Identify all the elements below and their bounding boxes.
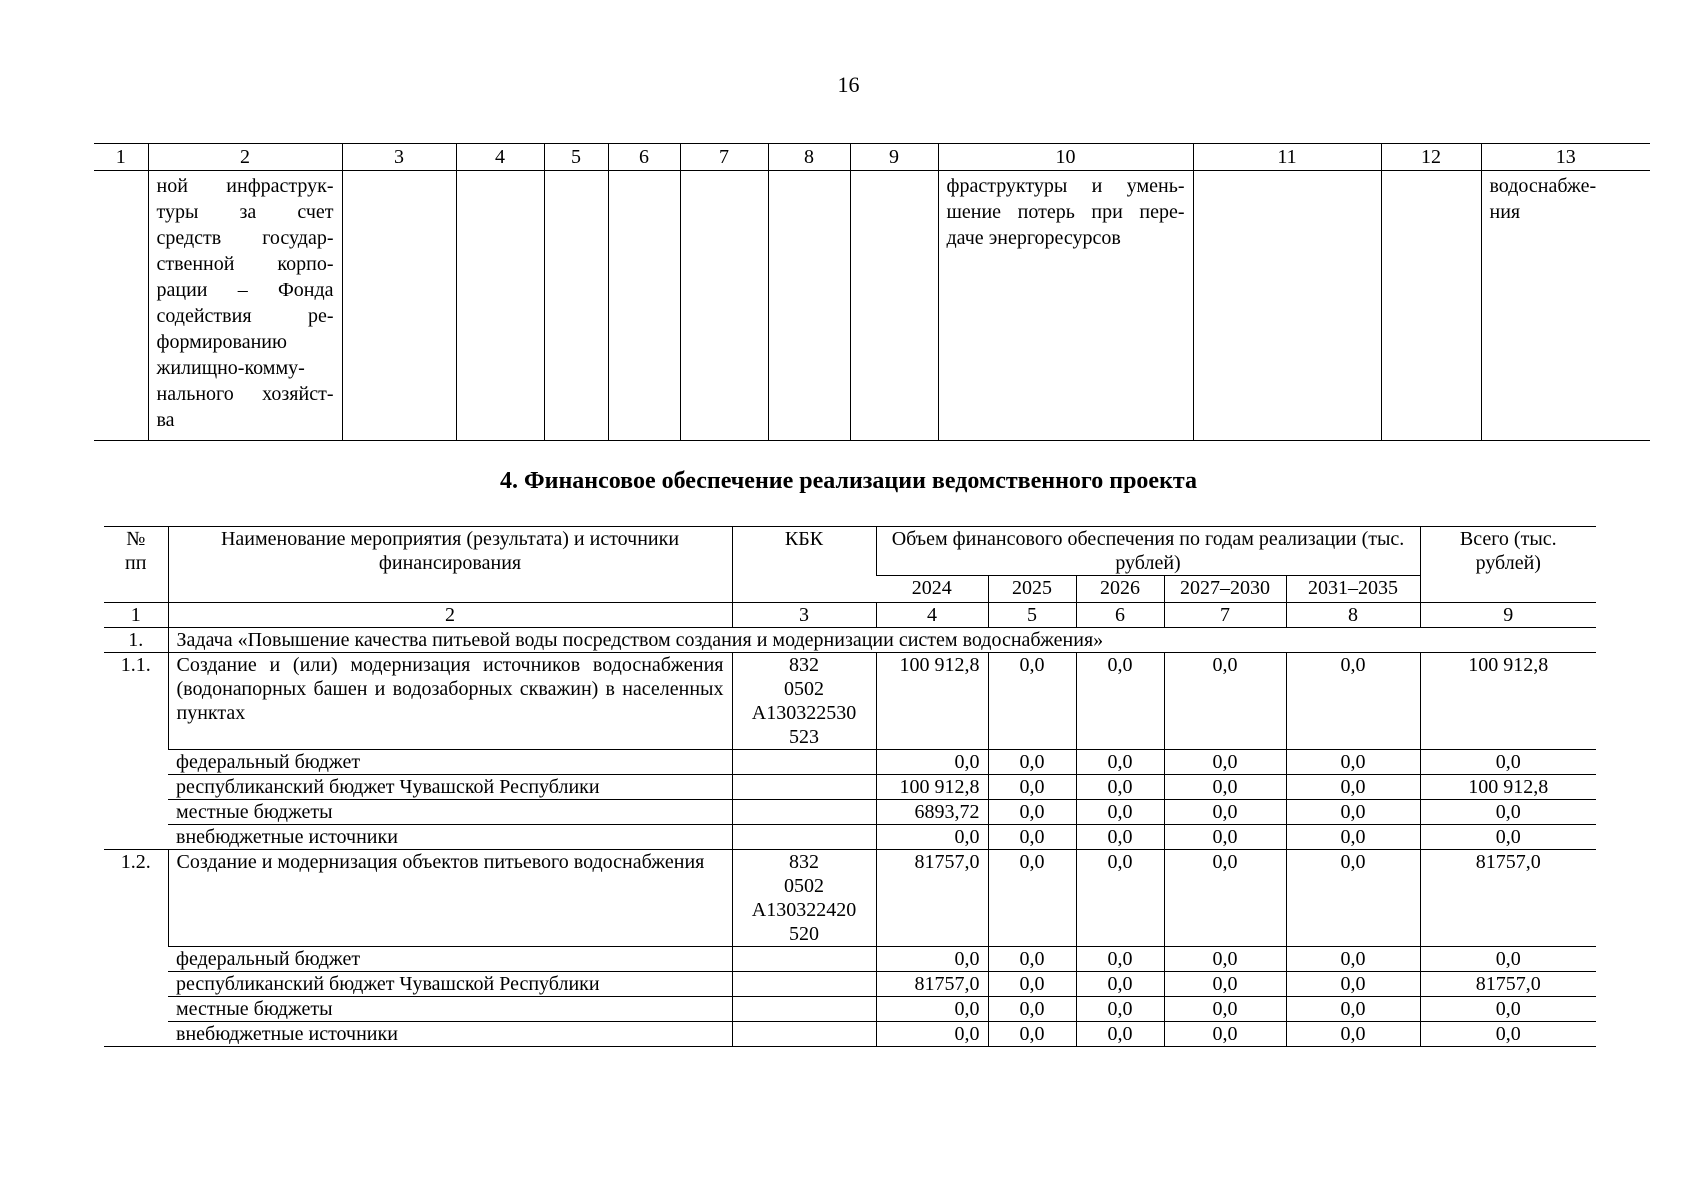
value-2031-2035: 0,0 xyxy=(1286,1022,1420,1047)
value-2025: 0,0 xyxy=(988,850,1076,947)
empty-kbk xyxy=(732,800,876,825)
column-number: 3 xyxy=(732,603,876,628)
value-2025: 0,0 xyxy=(988,947,1076,972)
task-row xyxy=(104,628,1596,653)
value-2027-2030: 0,0 xyxy=(1164,775,1286,800)
empty-cell xyxy=(1193,171,1381,441)
value-2024: 81757,0 xyxy=(876,972,988,997)
value-2025: 0,0 xyxy=(988,775,1076,800)
column-number: 12 xyxy=(1381,144,1481,171)
source-name: республиканский бюджет Чувашской Республики xyxy=(168,972,732,997)
column-number: 3 xyxy=(342,144,456,171)
column-number: 4 xyxy=(456,144,544,171)
value-total: 100 912,8 xyxy=(1420,775,1596,800)
empty-kbk xyxy=(732,997,876,1022)
text-line: средств государ- xyxy=(156,227,334,249)
header-kbk: КБК xyxy=(732,527,876,603)
source-name: внебюджетные источники xyxy=(168,1022,732,1047)
text-line: ния xyxy=(1489,201,1521,223)
value-total: 81757,0 xyxy=(1420,850,1596,947)
value-2025: 0,0 xyxy=(988,972,1076,997)
measure-name: Создание и модернизация объектов питьевого водоснабжения xyxy=(168,850,732,947)
source-row xyxy=(104,800,1596,825)
measure-kbk xyxy=(732,850,876,947)
value-2027-2030: 0,0 xyxy=(1164,1022,1286,1047)
empty-cell xyxy=(608,171,680,441)
column-number: 10 xyxy=(938,144,1193,171)
value-2031-2035: 0,0 xyxy=(1286,947,1420,972)
text-line: шение потерь при пере- xyxy=(946,201,1185,223)
column-number: 7 xyxy=(680,144,768,171)
value-2027-2030: 0,0 xyxy=(1164,825,1286,850)
column-number: 2 xyxy=(168,603,732,628)
value-2026: 0,0 xyxy=(1076,825,1164,850)
header-year: 2025 xyxy=(988,576,1076,603)
task-number: 1. xyxy=(104,628,168,653)
value-2024: 0,0 xyxy=(876,997,988,1022)
value-2031-2035: 0,0 xyxy=(1286,775,1420,800)
header-name: Наименование мероприятия (результата) и источники финансирования xyxy=(168,527,732,603)
value-2025: 0,0 xyxy=(988,997,1076,1022)
value-2027-2030: 0,0 xyxy=(1164,653,1286,750)
text-line: нального хозяйст- xyxy=(156,383,334,405)
value-2027-2030: 0,0 xyxy=(1164,850,1286,947)
column-number: 11 xyxy=(1193,144,1381,171)
column-number: 13 xyxy=(1481,144,1650,171)
empty-kbk xyxy=(732,972,876,997)
page-number: 16 xyxy=(837,72,860,97)
value-2026: 0,0 xyxy=(1076,1022,1164,1047)
empty-kbk xyxy=(732,1022,876,1047)
column-number: 2 xyxy=(148,144,342,171)
measure-number: 1.1. xyxy=(104,653,168,850)
value-2024: 0,0 xyxy=(876,947,988,972)
value-2024: 6893,72 xyxy=(876,800,988,825)
empty-cell xyxy=(342,171,456,441)
source-name: местные бюджеты xyxy=(168,997,732,1022)
value-2031-2035: 0,0 xyxy=(1286,825,1420,850)
value-2026: 0,0 xyxy=(1076,750,1164,775)
value-2024: 81757,0 xyxy=(876,850,988,947)
section-title: 4. Финансовое обеспечение реализации ведомственного проекта xyxy=(500,468,1197,494)
value-total: 0,0 xyxy=(1420,997,1596,1022)
value-2026: 0,0 xyxy=(1076,972,1164,997)
value-2031-2035: 0,0 xyxy=(1286,800,1420,825)
measure-number: 1.2. xyxy=(104,850,168,1047)
source-row xyxy=(104,750,1596,775)
value-total: 100 912,8 xyxy=(1420,653,1596,750)
source-name: республиканский бюджет Чувашской Республики xyxy=(168,775,732,800)
value-2031-2035: 0,0 xyxy=(1286,850,1420,947)
kbk-line: 0502 xyxy=(784,875,824,897)
value-2026: 0,0 xyxy=(1076,653,1164,750)
empty-cell xyxy=(456,171,544,441)
column-number: 5 xyxy=(544,144,608,171)
result-description-continuation xyxy=(938,171,1193,441)
column-number: 5 xyxy=(988,603,1076,628)
kbk-line: 520 xyxy=(789,923,819,945)
text-line: рации – Фонда xyxy=(156,279,334,301)
kbk-line: А130322530 xyxy=(751,702,857,724)
source-name: внебюджетные источники xyxy=(168,825,732,850)
continuation-table xyxy=(94,143,1650,441)
value-2024: 100 912,8 xyxy=(876,653,988,750)
source-row xyxy=(104,972,1596,997)
text-line: водоснабже- xyxy=(1489,175,1597,197)
value-2025: 0,0 xyxy=(988,750,1076,775)
measure-row xyxy=(104,653,1596,750)
value-total: 0,0 xyxy=(1420,825,1596,850)
column-number: 8 xyxy=(768,144,850,171)
header-year: 2031–2035 xyxy=(1286,576,1420,603)
column-number-row xyxy=(104,603,1596,628)
text-line: жилищно-комму- xyxy=(156,357,305,379)
value-2031-2035: 0,0 xyxy=(1286,972,1420,997)
value-2024: 0,0 xyxy=(876,1022,988,1047)
measure-name-continuation xyxy=(148,171,342,441)
value-2024: 0,0 xyxy=(876,750,988,775)
measure-row xyxy=(104,850,1596,947)
text-line: ной инфраструк- xyxy=(156,175,334,197)
value-2027-2030: 0,0 xyxy=(1164,750,1286,775)
empty-cell xyxy=(94,171,148,441)
source-row xyxy=(104,1022,1596,1047)
text-line: туры за счет xyxy=(156,201,334,223)
kbk-line: 523 xyxy=(789,726,819,748)
empty-kbk xyxy=(732,775,876,800)
value-2025: 0,0 xyxy=(988,800,1076,825)
task-text: Задача «Повышение качества питьевой воды посредством создания и модернизации систем водоснабжения» xyxy=(168,628,1596,653)
empty-cell xyxy=(544,171,608,441)
value-2026: 0,0 xyxy=(1076,800,1164,825)
header-year: 2027–2030 xyxy=(1164,576,1286,603)
value-total: 0,0 xyxy=(1420,750,1596,775)
value-2031-2035: 0,0 xyxy=(1286,750,1420,775)
header-volume: Объем финансового обеспечения по годам реализации (тыс. рублей) xyxy=(876,527,1420,576)
source-row xyxy=(104,997,1596,1022)
header-total: Всего (тыс. рублей) xyxy=(1420,527,1596,603)
column-number: 8 xyxy=(1286,603,1420,628)
source-name: федеральный бюджет xyxy=(168,947,732,972)
header-num: № пп xyxy=(104,527,168,603)
empty-cell xyxy=(850,171,938,441)
column-number: 9 xyxy=(1420,603,1596,628)
header-year: 2024 xyxy=(876,576,988,603)
value-2025: 0,0 xyxy=(988,653,1076,750)
continuation-row xyxy=(94,171,1650,441)
empty-kbk xyxy=(732,750,876,775)
kbk-line: 832 xyxy=(789,851,819,873)
column-number: 1 xyxy=(104,603,168,628)
source-name: федеральный бюджет xyxy=(168,750,732,775)
value-2024: 100 912,8 xyxy=(876,775,988,800)
value-2026: 0,0 xyxy=(1076,850,1164,947)
text-line: содействия ре- xyxy=(156,305,334,327)
financing-table xyxy=(104,526,1596,1047)
value-total: 0,0 xyxy=(1420,947,1596,972)
text-line: ственной корпо- xyxy=(156,253,334,275)
empty-kbk xyxy=(732,947,876,972)
text-line: фраструктуры и умень- xyxy=(946,175,1185,197)
column-number: 6 xyxy=(608,144,680,171)
header-row xyxy=(104,527,1596,576)
kbk-line: А130322420 xyxy=(751,899,857,921)
measure-name: Создание и (или) модернизация источников водоснабжения (водонапорных башен и водозаборных скважин) в населенных пунктах xyxy=(168,653,732,750)
value-2024: 0,0 xyxy=(876,825,988,850)
column-number: 7 xyxy=(1164,603,1286,628)
value-2026: 0,0 xyxy=(1076,775,1164,800)
value-total: 0,0 xyxy=(1420,1022,1596,1047)
column-number: 6 xyxy=(1076,603,1164,628)
empty-kbk xyxy=(732,825,876,850)
value-2026: 0,0 xyxy=(1076,997,1164,1022)
value-2031-2035: 0,0 xyxy=(1286,997,1420,1022)
value-2027-2030: 0,0 xyxy=(1164,800,1286,825)
value-total: 0,0 xyxy=(1420,800,1596,825)
source-name: местные бюджеты xyxy=(168,800,732,825)
value-2025: 0,0 xyxy=(988,825,1076,850)
value-2027-2030: 0,0 xyxy=(1164,997,1286,1022)
kbk-line: 0502 xyxy=(784,678,824,700)
value-2027-2030: 0,0 xyxy=(1164,972,1286,997)
column-number: 4 xyxy=(876,603,988,628)
column-number-row xyxy=(94,144,1650,171)
empty-cell xyxy=(768,171,850,441)
value-2025: 0,0 xyxy=(988,1022,1076,1047)
text-line: формированию xyxy=(156,331,287,353)
empty-cell xyxy=(680,171,768,441)
text-line: даче энергоресурсов xyxy=(946,227,1121,249)
source-row xyxy=(104,947,1596,972)
source-row xyxy=(104,825,1596,850)
empty-cell xyxy=(1381,171,1481,441)
value-2031-2035: 0,0 xyxy=(1286,653,1420,750)
value-2027-2030: 0,0 xyxy=(1164,947,1286,972)
column-number: 1 xyxy=(94,144,148,171)
col13-continuation xyxy=(1481,171,1650,441)
value-total: 81757,0 xyxy=(1420,972,1596,997)
text-line: ва xyxy=(156,409,175,431)
measure-kbk xyxy=(732,653,876,750)
header-year: 2026 xyxy=(1076,576,1164,603)
kbk-line: 832 xyxy=(789,654,819,676)
column-number: 9 xyxy=(850,144,938,171)
value-2026: 0,0 xyxy=(1076,947,1164,972)
source-row xyxy=(104,775,1596,800)
